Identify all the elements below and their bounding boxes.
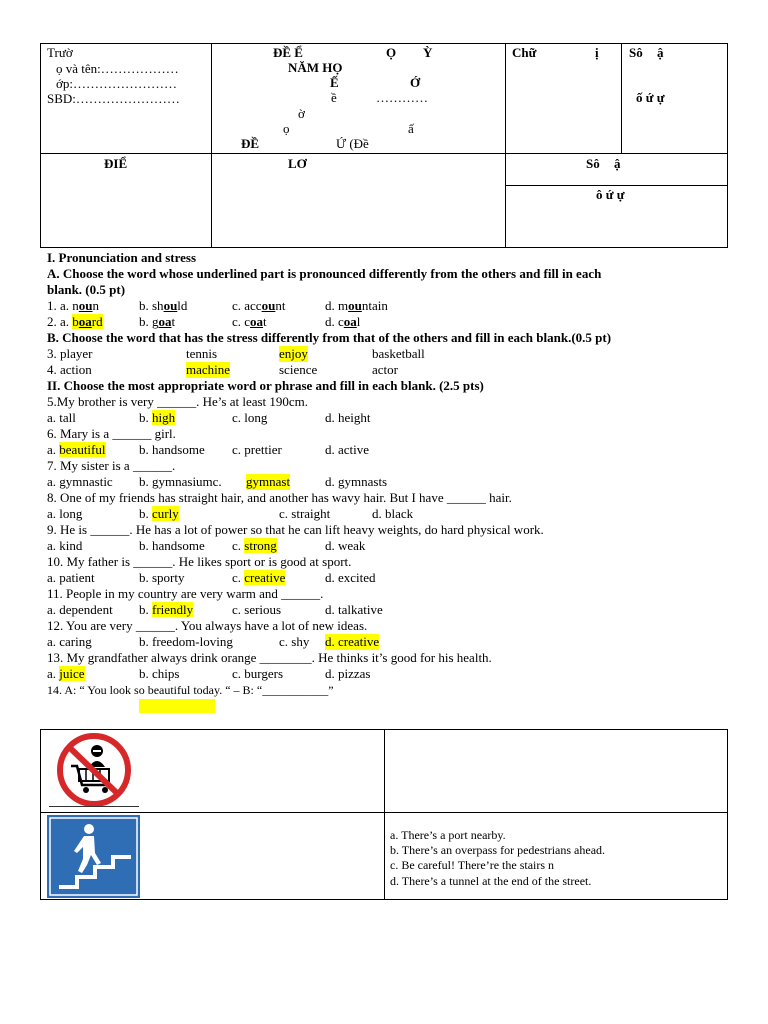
school-year: NĂM HỌ <box>288 60 343 75</box>
q13-option-a: a. juice <box>47 666 85 681</box>
q13-option-c: c. burgers <box>232 666 284 681</box>
q5-option-d: d. height <box>325 410 371 425</box>
q3-option-2: tennis <box>186 346 218 361</box>
serial2-label-b: ậ <box>614 156 621 171</box>
q8-stem: 8. One of my friends has straight hair, and another has wavy hair. But I have ______ hair. <box>47 490 512 505</box>
q6-stem: 6. Mary is a ______ girl. <box>47 426 176 441</box>
header-line7b: Ứ (Đề <box>336 136 369 151</box>
q8-option-b: b. curly <box>139 506 179 521</box>
q4-option-2: machine <box>186 362 231 377</box>
header-line6a: ọ <box>283 121 290 136</box>
serial2-label: Sô <box>586 156 600 171</box>
school-label: Trườ <box>47 45 73 60</box>
section2-title: II. Choose the most appropriate word or phrase and fill in each blank. (2.5 pts) <box>47 378 484 393</box>
q5-option-c: c. long <box>232 410 268 425</box>
q11-option-a: a. dependent <box>47 602 113 617</box>
sign2-option-d: d. There’s a tunnel at the end of the street. <box>390 874 592 888</box>
q2-option-b: b. goat <box>139 314 176 329</box>
q5-option-a: a. tall <box>47 410 76 425</box>
q11-option-c: c. serious <box>232 602 282 617</box>
q13-stem: 13. My grandfather always drink orange ________. He thinks it’s good for his health. <box>47 650 492 665</box>
exam-title-c: Ỳ <box>423 45 433 60</box>
q3-option-1: 3. player <box>47 346 93 361</box>
q8-option-d: d. black <box>372 506 414 521</box>
q1-option-c: c. account <box>232 298 286 313</box>
q1-option-b: b. should <box>139 298 188 313</box>
serial-label: Sô <box>629 45 643 60</box>
q5-stem: 5.My brother is very ______. He’s at least 190cm. <box>47 394 309 409</box>
header-line4b: ………… <box>376 90 428 105</box>
partB-instruction: B. Choose the word that has the stress differently from that of the others and fill in each blank.(0.5 pt) <box>47 330 612 345</box>
serial2-sub: ô ứ ự <box>596 187 625 202</box>
q2-option-d: d. coal <box>325 314 361 329</box>
q11-option-b: b. friendly <box>139 602 194 617</box>
q11-stem: 11. People in my country are very warm and ______. <box>47 586 324 601</box>
q5-option-b: b. high <box>139 410 176 425</box>
sign2-option-c: c. Be careful! There’re the stairs n <box>390 858 555 872</box>
q8-option-c: c. straight <box>279 506 331 521</box>
score-label: ĐIỂ <box>104 156 128 171</box>
exam-title: ĐỀ Ể <box>273 45 303 60</box>
q1-option-a: 1. a. noun <box>47 298 100 313</box>
q9-stem: 9. He is ______. He has a lot of power so that he can lift heavy weights, do hard physical work. <box>47 522 544 537</box>
q9-option-a: a. kind <box>47 538 83 553</box>
header-line3b: Ớ <box>410 75 421 90</box>
q10-option-c: c. creative <box>232 570 286 585</box>
q13-option-d: d. pizzas <box>325 666 371 681</box>
partA-instruction-2: blank. (0.5 pt) <box>47 282 126 297</box>
q4-option-1: 4. action <box>47 362 92 377</box>
q12-option-b: b. freedom-loving <box>139 634 233 649</box>
partA-instruction: A. Choose the word whose underlined part is pronounced differently from the others and fill in each <box>47 266 602 281</box>
header-line7a: ĐỀ <box>241 136 260 151</box>
exam-title-b: Ọ <box>386 45 397 60</box>
q4-option-3: science <box>279 362 318 377</box>
q3-option-4: basketball <box>372 346 425 361</box>
q9-option-b: b. handsome <box>139 538 205 553</box>
sign2-option-b: b. There’s an overpass for pedestrians ahead. <box>390 843 606 857</box>
q7-option-d: d. gymnasts <box>325 474 388 489</box>
q13-option-b: b. chips <box>139 666 180 681</box>
q4-option-4: actor <box>372 362 398 377</box>
q6-option-c: c. prettier <box>232 442 282 457</box>
q3-option-3: enjoy <box>279 346 308 361</box>
q6-option-a: a. beautiful <box>47 442 106 457</box>
q9-option-d: d. weak <box>325 538 366 553</box>
q12-option-d: d. creative <box>325 634 380 649</box>
q6-option-d: d. active <box>325 442 370 457</box>
sbd-field: SBD:…………………… <box>47 91 180 106</box>
header-line4a: ề <box>331 90 337 105</box>
comment-label: LƠ <box>288 156 307 171</box>
q10-stem: 10. My father is ______. He likes sport or is good at sport. <box>47 554 352 569</box>
signature-label-b: ị <box>595 45 599 60</box>
q10-option-d: d. excited <box>325 570 376 585</box>
serial-sub: ố ứ ự <box>636 90 665 105</box>
header-line5: ờ <box>298 106 305 121</box>
q10-option-b: b. sporty <box>139 570 185 585</box>
q9-option-c: c. strong <box>232 538 277 553</box>
no-trolley-sign-icon <box>49 733 139 811</box>
q2-option-c: c. coat <box>232 314 267 329</box>
q14-answer-highlight <box>139 699 215 713</box>
q7-option-a: a. gymnastic <box>47 474 113 489</box>
q12-option-c: c. shy <box>279 634 310 649</box>
q2-option-a: 2. a. board <box>47 314 103 329</box>
header-line3a: Ế <box>330 75 339 90</box>
q14-stem: 14. A: “ You look so beautiful today. “ – B: “___________” <box>47 683 334 697</box>
q10-option-a: a. patient <box>47 570 95 585</box>
q7-option-c: gymnast <box>246 474 291 489</box>
q1-option-d: d. mountain <box>325 298 388 313</box>
serial-label-b: ậ <box>657 45 664 60</box>
stairs-sign-icon <box>47 815 140 898</box>
section1-title: I. Pronunciation and stress <box>47 250 197 265</box>
header-line6b: ấ <box>408 121 414 136</box>
q11-option-d: d. talkative <box>325 602 383 617</box>
q8-option-a: a. long <box>47 506 83 521</box>
q7-stem: 7. My sister is a ______. <box>47 458 176 473</box>
q12-stem: 12. You are very ______. You always have a lot of new ideas. <box>47 618 368 633</box>
q7-option-b: b. gymnasiumc. <box>139 474 222 489</box>
q12-option-a: a. caring <box>47 634 92 649</box>
class-field: ớp:…………………… <box>56 76 177 91</box>
name-field: ọ và tên:……………… <box>56 61 179 76</box>
signature-label: Chữ <box>512 45 537 60</box>
sign2-option-a: a. There’s a port nearby. <box>390 828 506 842</box>
q6-option-b: b. handsome <box>139 442 205 457</box>
